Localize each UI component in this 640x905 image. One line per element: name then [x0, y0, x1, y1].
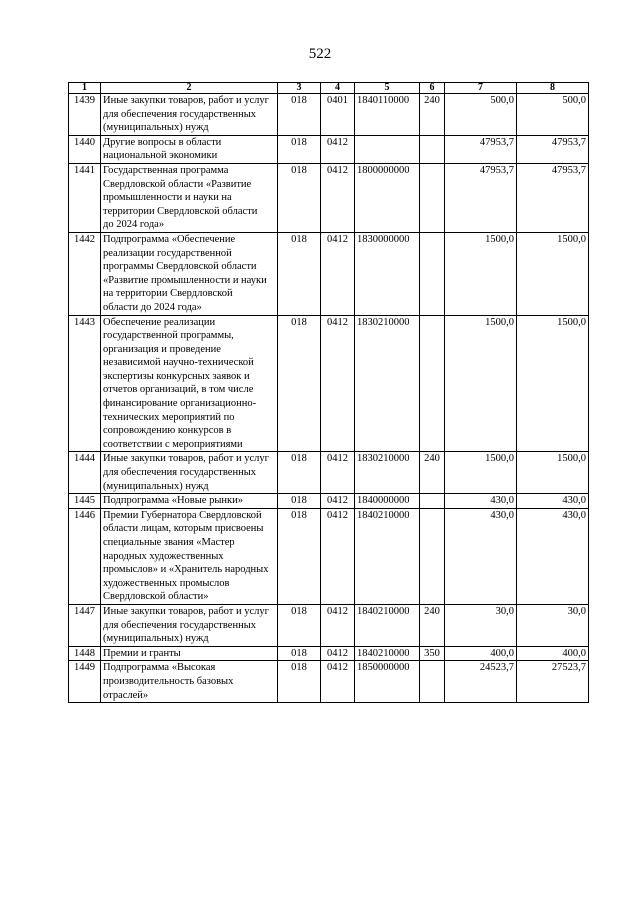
amount-cell-8: 500,0: [517, 94, 589, 136]
item-name-line: отчетов организаций, в том числе: [103, 384, 254, 396]
ministry-code-cell: 018: [278, 315, 321, 452]
column-header: 1: [69, 83, 101, 94]
target-article-cell: 1840210000: [355, 508, 420, 604]
item-name-line: Иные закупки товаров, работ и услуг: [103, 605, 269, 617]
item-name-line: национальной экономики: [103, 150, 218, 162]
amount-cell-7: 1500,0: [445, 315, 517, 452]
item-name-line: сопровождению конкурсов в: [103, 425, 232, 437]
expense-type-cell: 350: [420, 646, 445, 661]
item-name-line: отраслей»: [103, 689, 149, 701]
section-code-cell: 0412: [321, 494, 355, 509]
target-article-cell: 1840210000: [355, 604, 420, 646]
table-row: [69, 604, 589, 646]
expense-type-cell: [420, 494, 445, 509]
target-article-cell: 1800000000: [355, 163, 420, 232]
ministry-code-cell: 018: [278, 94, 321, 136]
page-number: 522: [308, 46, 332, 62]
item-name-line: территории Свердловской области: [103, 205, 258, 217]
item-name-line: Другие вопросы в области: [103, 136, 222, 148]
expense-type-cell: [420, 508, 445, 604]
amount-cell-8: 1500,0: [517, 315, 589, 452]
section-code-cell: 0412: [321, 661, 355, 703]
section-code-cell: 0412: [321, 315, 355, 452]
amount-cell-8: 47953,7: [517, 163, 589, 232]
section-code-cell: 0401: [321, 94, 355, 136]
amount-cell-8: 430,0: [517, 494, 589, 509]
item-name-line: реализации государственной: [103, 247, 232, 259]
ministry-code-cell: 018: [278, 135, 321, 163]
target-article-cell: 1830210000: [355, 315, 420, 452]
item-name-line: для обеспечения государственных: [103, 467, 256, 479]
item-name-line: организация и проведение: [103, 343, 221, 355]
item-name-cell: [101, 661, 278, 703]
amount-cell-7: 430,0: [445, 508, 517, 604]
ministry-code-cell: 018: [278, 232, 321, 315]
table-row: [69, 508, 589, 604]
table-header-row: [69, 83, 589, 94]
column-header: 5: [355, 83, 420, 94]
section-code-cell: 0412: [321, 452, 355, 494]
column-header: 6: [420, 83, 445, 94]
table-row: [69, 315, 589, 452]
ministry-code-cell: 018: [278, 508, 321, 604]
target-article-cell: 1830210000: [355, 452, 420, 494]
section-code-cell: 0412: [321, 135, 355, 163]
amount-cell-7: 500,0: [445, 94, 517, 136]
expense-type-cell: 240: [420, 604, 445, 646]
section-code-cell: 0412: [321, 232, 355, 315]
item-name-line: для обеспечения государственных: [103, 108, 256, 120]
item-name-cell: [101, 163, 278, 232]
ministry-code-cell: 018: [278, 661, 321, 703]
item-name-line: специальные звания «Мастер: [103, 537, 235, 548]
amount-cell-7: 1500,0: [445, 452, 517, 494]
table-row: [69, 646, 589, 661]
row-number-cell: 1439: [69, 94, 101, 136]
target-article-cell: 1840000000: [355, 494, 420, 509]
item-name-line: Государственная программа: [103, 164, 229, 176]
table-row: [69, 661, 589, 703]
expense-type-cell: [420, 135, 445, 163]
section-code-cell: 0412: [321, 604, 355, 646]
item-name-line: Иные закупки товаров, работ и услуг: [103, 95, 269, 106]
item-name-line: народных художественных: [103, 550, 224, 562]
row-number-cell: 1449: [69, 661, 101, 703]
item-name-line: технических мероприятий по: [103, 411, 235, 423]
item-name-line: Свердловской области»: [103, 591, 209, 603]
item-name-line: Свердловской области «Развитие: [103, 178, 252, 190]
amount-cell-7: 430,0: [445, 494, 517, 509]
amount-cell-7: 400,0: [445, 646, 517, 661]
item-name-line: производительность базовых: [103, 675, 234, 687]
budget-table: [68, 82, 589, 703]
item-name-line: «Развитие промышленности и науки: [103, 274, 267, 286]
expense-type-cell: [420, 232, 445, 315]
target-article-cell: 1840210000: [355, 646, 420, 661]
item-name-line: независимой научно-технической: [103, 357, 254, 369]
item-name-cell: [101, 494, 278, 509]
amount-cell-8: 47953,7: [517, 135, 589, 163]
expense-type-cell: [420, 315, 445, 452]
ministry-code-cell: 018: [278, 494, 321, 509]
row-number-cell: 1443: [69, 315, 101, 452]
table-row: [69, 163, 589, 232]
item-name-line: Подпрограмма «Новые рынки»: [103, 495, 243, 507]
item-name-cell: [101, 232, 278, 315]
ministry-code-cell: 018: [278, 452, 321, 494]
ministry-code-cell: 018: [278, 604, 321, 646]
table-row: [69, 494, 589, 509]
column-header: 2: [101, 83, 278, 94]
item-name-cell: [101, 315, 278, 452]
column-header: 8: [517, 83, 589, 94]
item-name-line: Премии и гранты: [103, 647, 181, 659]
item-name-line: Подпрограмма «Высокая: [103, 662, 216, 674]
item-name-line: до 2024 года»: [103, 219, 165, 231]
amount-cell-8: 27523,7: [517, 661, 589, 703]
item-name-line: промыслов» и «Хранитель народных: [103, 564, 269, 576]
item-name-line: (муниципальных) нужд: [103, 122, 209, 134]
amount-cell-8: 30,0: [517, 604, 589, 646]
row-number-cell: 1448: [69, 646, 101, 661]
target-article-cell: 1840110000: [355, 94, 420, 136]
amount-cell-8: 400,0: [517, 646, 589, 661]
item-name-line: области до 2024 года»: [103, 301, 202, 313]
item-name-line: на территории Свердловской: [103, 288, 233, 300]
table-row: [69, 232, 589, 315]
amount-cell-8: 430,0: [517, 508, 589, 604]
item-name-line: художественных промыслов: [103, 577, 230, 589]
item-name-line: экспертизы конкурсных заявок и: [103, 370, 250, 382]
table-row: [69, 135, 589, 163]
column-header: 4: [321, 83, 355, 94]
item-name-line: для обеспечения государственных: [103, 619, 256, 631]
item-name-line: государственной программы,: [103, 330, 234, 342]
amount-cell-8: 1500,0: [517, 232, 589, 315]
row-number-cell: 1444: [69, 452, 101, 494]
item-name-cell: [101, 135, 278, 163]
row-number-cell: 1440: [69, 135, 101, 163]
table-row: [69, 94, 589, 136]
row-number-cell: 1442: [69, 232, 101, 315]
row-number-cell: 1447: [69, 604, 101, 646]
item-name-line: Иные закупки товаров, работ и услуг: [103, 453, 269, 465]
item-name-cell: [101, 452, 278, 494]
item-name-cell: [101, 646, 278, 661]
amount-cell-8: 1500,0: [517, 452, 589, 494]
expense-type-cell: [420, 163, 445, 232]
column-header: 3: [278, 83, 321, 94]
amount-cell-7: 47953,7: [445, 163, 517, 232]
item-name-line: Обеспечение реализации: [103, 316, 216, 328]
row-number-cell: 1441: [69, 163, 101, 232]
section-code-cell: 0412: [321, 508, 355, 604]
item-name-line: (муниципальных) нужд: [103, 633, 209, 645]
target-article-cell: 1830000000: [355, 232, 420, 315]
table-row: [69, 452, 589, 494]
column-header: 7: [445, 83, 517, 94]
expense-type-cell: 240: [420, 452, 445, 494]
item-name-line: программы Свердловской области: [103, 261, 257, 273]
item-name-cell: [101, 94, 278, 136]
item-name-line: (муниципальных) нужд: [103, 480, 209, 492]
section-code-cell: 0412: [321, 163, 355, 232]
row-number-cell: 1446: [69, 508, 101, 604]
amount-cell-7: 30,0: [445, 604, 517, 646]
item-name-line: области лицам, которым присвоены: [103, 523, 264, 535]
target-article-cell: 1850000000: [355, 661, 420, 703]
row-number-cell: 1445: [69, 494, 101, 509]
expense-type-cell: 240: [420, 94, 445, 136]
ministry-code-cell: 018: [278, 163, 321, 232]
ministry-code-cell: 018: [278, 646, 321, 661]
target-article-cell: [355, 135, 420, 163]
item-name-line: Подпрограмма «Обеспечение: [103, 233, 236, 245]
item-name-line: соответствии с мероприятиями: [103, 438, 243, 450]
item-name-cell: [101, 604, 278, 646]
item-name-line: финансирование организационно-: [103, 398, 257, 410]
amount-cell-7: 47953,7: [445, 135, 517, 163]
section-code-cell: 0412: [321, 646, 355, 661]
amount-cell-7: 24523,7: [445, 661, 517, 703]
item-name-cell: [101, 508, 278, 604]
item-name-line: Премии Губернатора Свердловской: [103, 509, 262, 521]
amount-cell-7: 1500,0: [445, 232, 517, 315]
item-name-line: промышленности и науки на: [103, 192, 232, 204]
expense-type-cell: [420, 661, 445, 703]
